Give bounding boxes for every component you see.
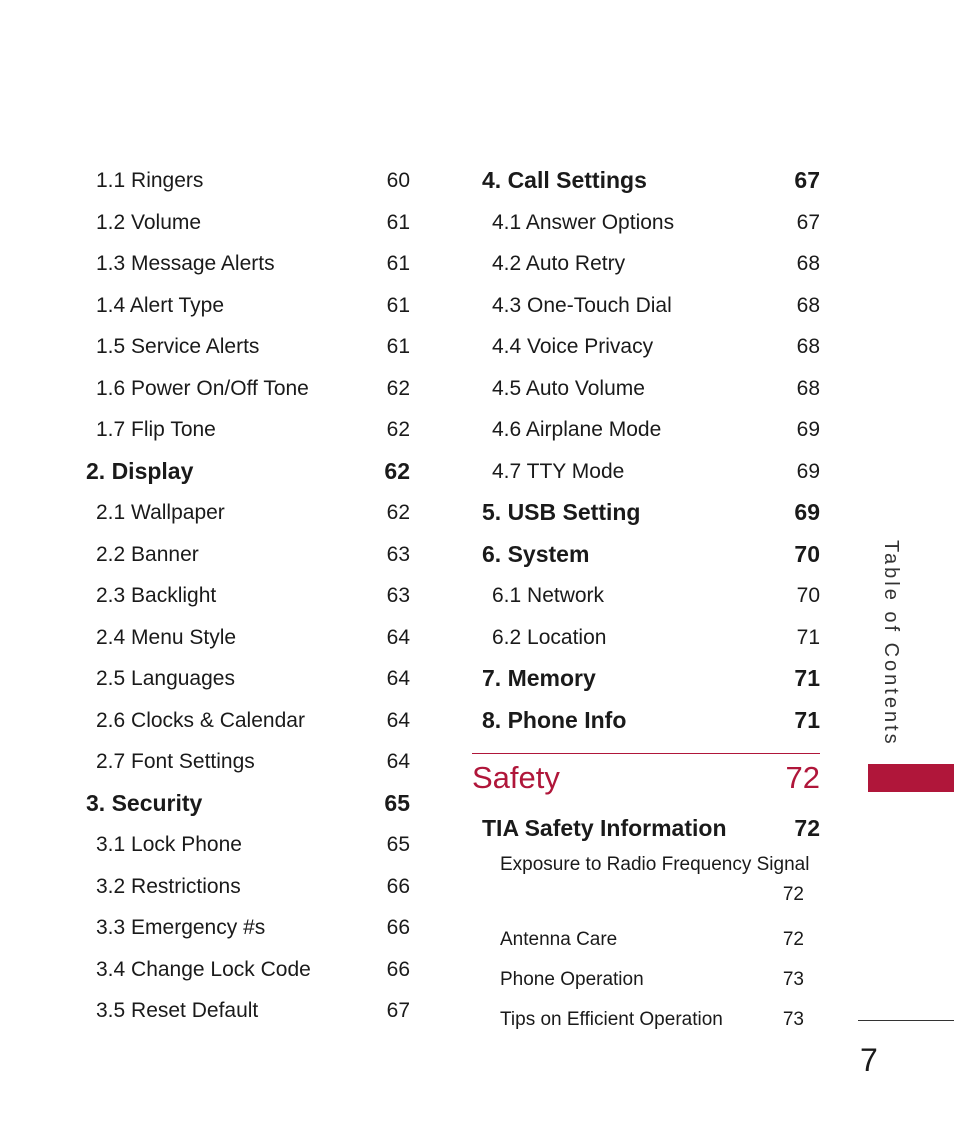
page-number-rule: [858, 1020, 954, 1021]
toc-entry-page: 72: [794, 815, 820, 841]
toc-entry[interactable]: [86, 202, 410, 244]
toc-entry-label: 3.4 Change Lock Code: [96, 957, 311, 981]
toc-entry-label: 3.2 Restrictions: [96, 874, 241, 898]
toc-entry[interactable]: [472, 285, 820, 327]
side-tab-label: Table of Contents: [880, 540, 902, 747]
page-number: 7: [860, 1042, 878, 1078]
toc-entry[interactable]: [86, 492, 410, 534]
toc-entry[interactable]: [472, 160, 820, 202]
toc-entry-label: Phone Operation: [500, 968, 644, 990]
toc-entry[interactable]: [86, 285, 410, 327]
toc-entry-label: TIA Safety Information: [482, 815, 727, 841]
toc-entry[interactable]: [86, 866, 410, 908]
toc-right-list: [472, 160, 820, 741]
toc-entry-label: 1.5 Service Alerts: [96, 335, 260, 358]
toc-entry-page: 66: [386, 916, 410, 939]
toc-entry-label: 1.6 Power On/Off Tone: [96, 376, 309, 400]
toc-entry-page: 67: [794, 167, 820, 193]
toc-entry-label: 1.2 Volume: [96, 210, 202, 234]
toc-entry[interactable]: [472, 409, 820, 451]
toc-entry[interactable]: [86, 990, 410, 1032]
toc-entry-page: 70: [796, 584, 820, 607]
toc-entry-page: 61: [386, 210, 410, 234]
toc-entry-label: 2.4 Menu Style: [96, 625, 237, 649]
toc-entry-page: 68: [796, 376, 820, 400]
toc-entry-page: 62: [386, 501, 410, 524]
toc-entry-page: 61: [386, 293, 410, 317]
toc-entry-label: 2. Display: [86, 457, 194, 484]
toc-entry-label: Exposure to Radio Frequency Signal: [500, 853, 810, 875]
toc-entry-page: 65: [386, 833, 410, 856]
toc-entry-label: 6. System: [482, 540, 590, 567]
toc-entry-page: 64: [386, 667, 410, 690]
toc-entry-label: 7. Memory: [482, 665, 596, 691]
toc-entry[interactable]: [472, 492, 820, 534]
toc-entry[interactable]: [86, 451, 410, 493]
toc-entry[interactable]: [472, 617, 820, 659]
toc-entry-page: 69: [796, 418, 820, 441]
toc-entry[interactable]: [472, 451, 820, 493]
toc-entry[interactable]: [86, 160, 410, 202]
toc-entry-safety[interactable]: [472, 850, 820, 910]
toc-entry-page: 72: [782, 928, 804, 950]
toc-entry-page: 64: [386, 750, 410, 773]
toc-entry-label: Antenna Care: [500, 928, 618, 950]
toc-entry-label: 4.7 TTY Mode: [492, 459, 625, 483]
toc-entry[interactable]: [472, 534, 820, 576]
toc-entry-label: 3.5 Reset Default: [96, 999, 259, 1022]
toc-entry[interactable]: [86, 575, 410, 617]
toc-entry-label: 2.5 Languages: [96, 667, 235, 690]
toc-entry-label: 2.1 Wallpaper: [96, 501, 225, 524]
toc-entry[interactable]: [86, 326, 410, 368]
toc-entry-page: 71: [794, 706, 820, 733]
toc-entry[interactable]: [86, 243, 410, 285]
side-tab-marker: [868, 764, 954, 792]
safety-heading[interactable]: [472, 754, 820, 802]
toc-entry-label: 1.3 Message Alerts: [96, 252, 275, 275]
safety-title: Safety: [472, 760, 560, 795]
toc-entry[interactable]: [86, 409, 410, 451]
toc-entry-label: 1.4 Alert Type: [96, 293, 225, 317]
toc-entry-page: 67: [386, 999, 410, 1022]
toc-entry[interactable]: [86, 534, 410, 576]
toc-entry[interactable]: [86, 907, 410, 949]
toc-entry[interactable]: [86, 949, 410, 991]
toc-entry[interactable]: [472, 658, 820, 700]
toc-entry[interactable]: [86, 783, 410, 825]
toc-entry-page: 61: [386, 335, 410, 358]
toc-entry-page: 67: [796, 210, 820, 234]
toc-entry-label: Tips on Efficient Operation: [500, 1008, 723, 1030]
toc-entry-page: 64: [386, 625, 410, 649]
toc-entry-label: 1.1 Ringers: [96, 169, 204, 192]
toc-entry-label: 2.3 Backlight: [96, 584, 217, 607]
toc-entry-label: 4. Call Settings: [482, 167, 647, 193]
toc-entry[interactable]: [472, 326, 820, 368]
toc-right-column: [472, 160, 820, 1040]
toc-entry-safety[interactable]: [472, 1000, 820, 1040]
toc-entry[interactable]: [86, 741, 410, 783]
toc-entry-label: 3. Security: [86, 789, 203, 816]
toc-entry-label: 3.1 Lock Phone: [96, 833, 242, 856]
toc-entry-label: 6.2 Location: [492, 625, 607, 649]
toc-entry-label: 6.1 Network: [492, 584, 605, 607]
toc-entry-label: 4.5 Auto Volume: [492, 376, 645, 400]
toc-entry-label: 8. Phone Info: [482, 706, 627, 733]
toc-entry-label: 2.2 Banner: [96, 542, 199, 566]
toc-left-column: [86, 160, 410, 1032]
toc-entry[interactable]: [86, 824, 410, 866]
toc-entry[interactable]: [472, 368, 820, 410]
toc-entry-page: 65: [384, 789, 410, 816]
safety-page: 72: [785, 760, 820, 795]
toc-entry-page: 72: [782, 883, 804, 905]
toc-entry-page: 63: [386, 542, 410, 566]
toc-entry-page: 62: [384, 457, 410, 484]
toc-entry-label: 3.3 Emergency #s: [96, 916, 266, 939]
toc-entry[interactable]: [472, 700, 820, 742]
toc-entry[interactable]: [472, 575, 820, 617]
toc-entry-safety[interactable]: [472, 920, 820, 960]
toc-entry[interactable]: [472, 243, 820, 285]
toc-entry-page: 68: [796, 293, 820, 317]
toc-entry-page: 71: [796, 625, 820, 649]
toc-entry-page: 69: [794, 499, 820, 525]
toc-entry[interactable]: [86, 700, 410, 742]
toc-entry-label: 5. USB Setting: [482, 499, 641, 525]
toc-entry-label: 4.6 Airplane Mode: [492, 418, 662, 441]
toc-entry-page: 68: [796, 252, 820, 275]
toc-entry-label: 1.7 Flip Tone: [96, 418, 216, 441]
toc-entry-label: 2.7 Font Settings: [96, 750, 255, 773]
toc-entry-page: 64: [386, 708, 410, 732]
toc-entry[interactable]: [86, 617, 410, 659]
toc-entry[interactable]: [86, 658, 410, 700]
toc-entry-page: 70: [794, 540, 820, 567]
toc-entry-page: 66: [386, 957, 410, 981]
toc-entry-page: 73: [782, 1008, 804, 1030]
toc-entry-safety[interactable]: [472, 960, 820, 1000]
toc-entry-label: 4.4 Voice Privacy: [492, 335, 654, 358]
toc-entry-label: 4.2 Auto Retry: [492, 252, 626, 275]
toc-entry-page: 68: [796, 335, 820, 358]
toc-entry-page: 60: [386, 169, 410, 192]
toc-entry-page: 61: [386, 252, 410, 275]
toc-entry[interactable]: [472, 202, 820, 244]
toc-entry-page: 71: [794, 665, 820, 691]
toc-entry-label: 4.1 Answer Options: [492, 210, 675, 234]
toc-entry-label: 2.6 Clocks & Calendar: [96, 708, 305, 732]
toc-entry-label: 4.3 One-Touch Dial: [492, 293, 672, 317]
toc-entry-page: 62: [386, 376, 410, 400]
toc-entry-page: 69: [796, 459, 820, 483]
toc-entry-page: 62: [386, 418, 410, 441]
toc-entry-tia[interactable]: [472, 808, 820, 850]
toc-entry-page: 63: [386, 584, 410, 607]
toc-entry-page: 73: [782, 968, 804, 990]
toc-entry[interactable]: [86, 368, 410, 410]
toc-entry-page: 66: [386, 874, 410, 898]
